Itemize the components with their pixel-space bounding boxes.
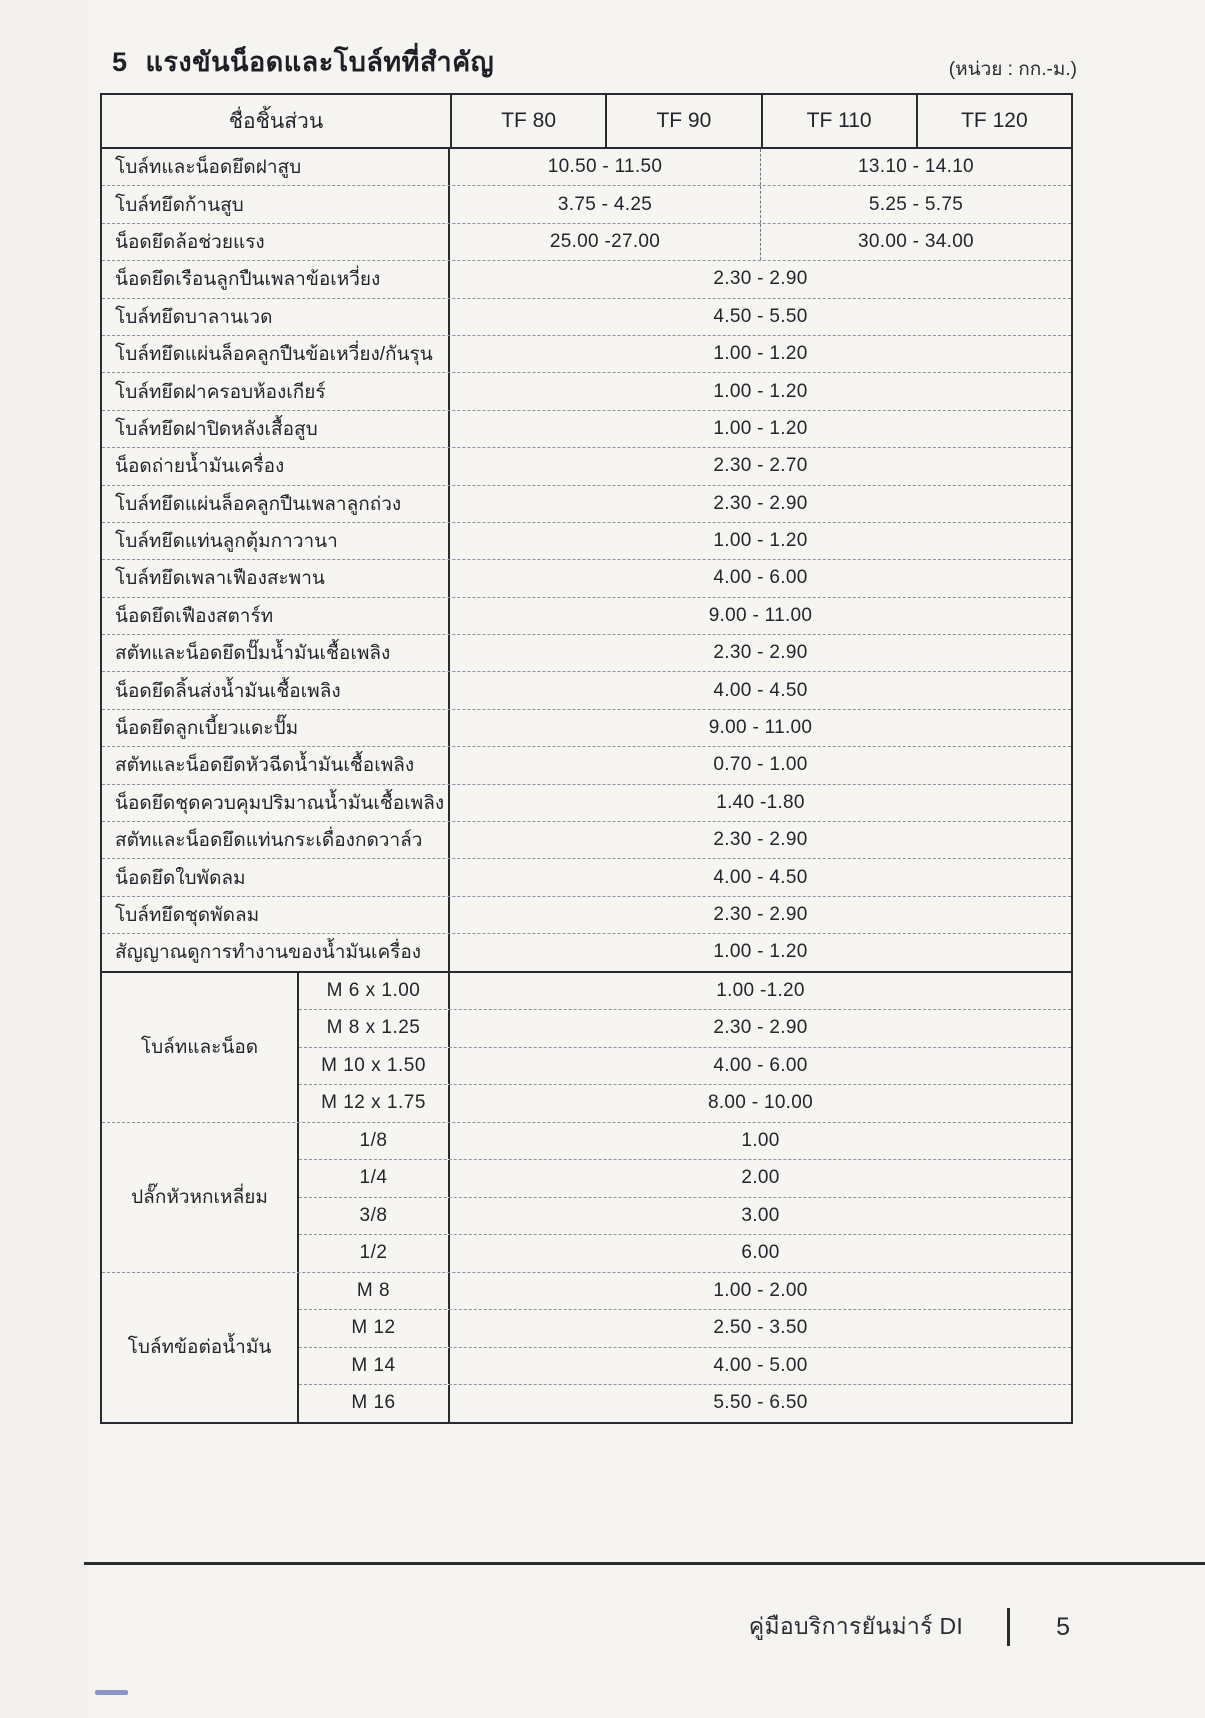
group-rows [299,1273,1071,1422]
size-cell: M 8 [299,1273,450,1310]
torque-value-cell: 9.00 - 11.00 [708,604,813,626]
table-row [299,973,1071,1010]
table-row [299,1197,1071,1235]
part-name-cell: โบล์ทยึดบาลานเวด [102,299,450,335]
torque-spec-table [100,93,1073,1424]
section-title-text: แรงขันน็อดและโบล์ทที่สำคัญ [145,47,495,77]
torque-value-cell: 2.30 - 2.90 [713,1017,808,1039]
part-name-cell: น็อดยึดลิ้นส่งน้ำมันเชื้อเพลิง [102,672,450,708]
size-cell: M 16 [299,1385,450,1422]
header-model-tf90: TF 90 [605,95,760,147]
size-cell: M 6 x 1.00 [299,973,450,1010]
torque-value-cell: 2.30 - 2.90 [713,642,808,664]
page-title [112,40,494,83]
table-row [102,933,1071,970]
table-row [102,821,1071,858]
torque-value-cell: 6.00 [741,1242,780,1264]
table-row [299,1309,1071,1347]
table-row [299,1384,1071,1422]
table-row [102,223,1071,260]
table-row [102,298,1071,335]
group-rows [299,1123,1071,1272]
table-row [299,1273,1071,1310]
header-part-name: ชื่อชิ้นส่วน [228,109,324,133]
table-row [299,1159,1071,1197]
torque-value-cell: 1.00 [741,1129,780,1151]
torque-value-cell: 2.00 [741,1167,780,1189]
table-row [102,784,1071,821]
part-name-cell: น็อดยึดลูกเบี้ยวแดะปั๊ม [102,710,450,746]
page-footer [749,1608,1070,1646]
table-row [102,185,1071,222]
table-row [299,1347,1071,1385]
table-row [102,372,1071,409]
table-row [102,709,1071,746]
table-row [102,634,1071,671]
part-name-cell: น็อดยึดล้อช่วยแรง [102,224,450,260]
torque-value-tf110-120: 30.00 - 34.00 [760,224,1071,260]
group-rows [299,973,1071,1122]
torque-value-cell: 1.00 - 1.20 [713,343,808,365]
size-cell: 1/4 [299,1160,450,1197]
torque-value-cell: 0.70 - 1.00 [713,754,808,776]
header-model-tf110: TF 110 [761,95,916,147]
torque-value-cell: 2.30 - 2.90 [713,829,808,851]
torque-value-cell: 3.00 [741,1204,780,1226]
table-row [102,410,1071,447]
part-name-cell: สตัทและน็อดยึดแท่นกระเดื่องกดวาล์ว [102,822,450,858]
table-row [102,260,1071,297]
table-row [299,1009,1071,1047]
table-row [102,559,1071,596]
table-row [299,1047,1071,1085]
table-row [299,1123,1071,1160]
part-name-cell: โบล์ทยึดแท่นลูกตุ้มกาวานา [102,523,450,559]
torque-value-cell: 1.00 - 1.20 [713,380,808,402]
torque-value-cell: 2.50 - 3.50 [713,1317,808,1339]
part-name-cell: โบล์ทยึดแผ่นล็อคลูกปืนเพลาลูกถ่วง [102,486,450,522]
torque-value-cell: 4.00 - 4.50 [713,679,808,701]
torque-value-cell: 4.00 - 6.00 [713,567,808,589]
part-name-cell: น็อดถ่ายน้ำมันเครื่อง [102,448,450,484]
torque-value-tf110-120: 13.10 - 14.10 [760,149,1071,185]
table-row [102,597,1071,634]
table-body [102,149,1071,1422]
part-name-cell: โบล์ทยึดเพลาเฟืองสะพาน [102,560,450,596]
table-row [102,746,1071,783]
torque-value-cell: 5.50 - 6.50 [713,1392,808,1414]
table-group [102,971,1071,1122]
manual-name: คู่มือบริการยันม่าร์ DI [748,1613,964,1639]
torque-value-cell: 2.30 - 2.90 [713,904,808,925]
torque-value-cell: 4.50 - 5.50 [713,305,808,327]
torque-value-cell: 8.00 - 10.00 [707,1092,813,1114]
torque-value-tf80-90: 3.75 - 4.25 [557,193,653,215]
table-row [102,335,1071,372]
size-cell: M 10 x 1.50 [299,1048,450,1085]
torque-value-tf80-90: 25.00 -27.00 [549,230,661,252]
size-cell: M 12 x 1.75 [299,1085,450,1122]
torque-value-cell: 2.30 - 2.70 [713,455,808,477]
torque-value-cell: 2.30 - 2.90 [713,492,808,514]
part-name-cell: โบล์ทยึดชุดพัดลม [102,897,450,933]
torque-value-cell: 9.00 - 11.00 [708,717,813,739]
group-label: โบล์ทข้อต่อน้ำมัน [102,1273,299,1422]
part-name-cell: โบล์ทยึดแผ่นล็อคลูกปืนข้อเหวี่ยง/กันรุน [102,336,450,372]
torque-value-cell: 2.30 - 2.90 [713,268,808,290]
table-row [102,858,1071,895]
part-name-cell: น็อดยึดใบพัดลม [102,859,450,895]
size-cell: 3/8 [299,1198,450,1235]
scan-artifact-mark [95,1690,128,1695]
table-row [102,447,1071,484]
part-name-cell: น็อดยึดชุดควบคุมปริมาณน้ำมันเชื้อเพลิง [102,785,450,821]
torque-value-cell: 4.00 - 5.00 [713,1354,808,1376]
torque-value-cell: 4.00 - 4.50 [713,866,808,888]
group-label: โบล์ทและน็อด [102,973,299,1122]
part-name-cell: โบล์ทยึดฝาครอบห้องเกียร์ [102,373,450,409]
header-model-tf80: TF 80 [450,95,605,147]
table-group [102,1272,1071,1422]
table-row [102,485,1071,522]
page-number: 5 [1056,1612,1070,1641]
torque-value-cell: 1.00 - 1.20 [713,941,808,963]
size-cell: M 12 [299,1310,450,1347]
table-row [102,149,1071,185]
table-row [102,671,1071,708]
torque-value-cell: 4.00 - 6.00 [713,1054,808,1076]
size-cell: M 14 [299,1348,450,1385]
size-cell: 1/8 [299,1123,450,1160]
part-name-cell: โบล์ทยึดก้านสูบ [102,186,450,222]
size-cell: 1/2 [299,1235,450,1272]
part-name-cell: น็อดยึดเรือนลูกปืนเพลาข้อเหวี่ยง [102,261,450,297]
part-name-cell: สัญญาณดูการทำงานของน้ำมันเครื่อง [102,934,450,970]
footer-separator-bar [1007,1608,1010,1646]
table-group [102,1122,1071,1272]
part-name-cell: สตัทและน็อดยึดปั๊มน้ำมันเชื้อเพลิง [102,635,450,671]
table-row [299,1084,1071,1122]
table-row [102,522,1071,559]
part-name-cell: โบล์ทยึดฝาปิดหลังเสื้อสูบ [102,411,450,447]
torque-value-tf110-120: 5.25 - 5.75 [760,186,1071,222]
torque-value-cell: 1.40 -1.80 [716,791,805,813]
header-model-tf120: TF 120 [916,95,1071,147]
part-name-cell: สตัทและน็อดยึดหัวฉีดน้ำมันเชื้อเพลิง [102,747,450,783]
part-name-cell: น็อดยึดเฟืองสตาร์ท [102,598,450,634]
scan-edge-shading [0,0,88,1718]
torque-value-cell: 1.00 - 1.20 [713,417,808,439]
table-row [299,1234,1071,1272]
torque-value-cell: 1.00 - 2.00 [713,1279,808,1301]
size-cell: M 8 x 1.25 [299,1010,450,1047]
torque-value-cell: 1.00 -1.20 [716,979,805,1001]
torque-value-tf80-90: 10.50 - 11.50 [547,156,663,178]
table-header-row [102,95,1071,149]
section-number: 5 [112,47,128,77]
part-name-cell: โบล์ทและน็อดยึดฝาสูบ [102,149,450,185]
footer-divider-line [84,1562,1205,1565]
unit-note: (หน่วย : กก.-ม.) [948,59,1077,80]
torque-value-cell: 1.00 - 1.20 [713,530,808,552]
table-row [102,896,1071,933]
group-label: ปลั๊กหัวหกเหลี่ยม [102,1123,299,1272]
